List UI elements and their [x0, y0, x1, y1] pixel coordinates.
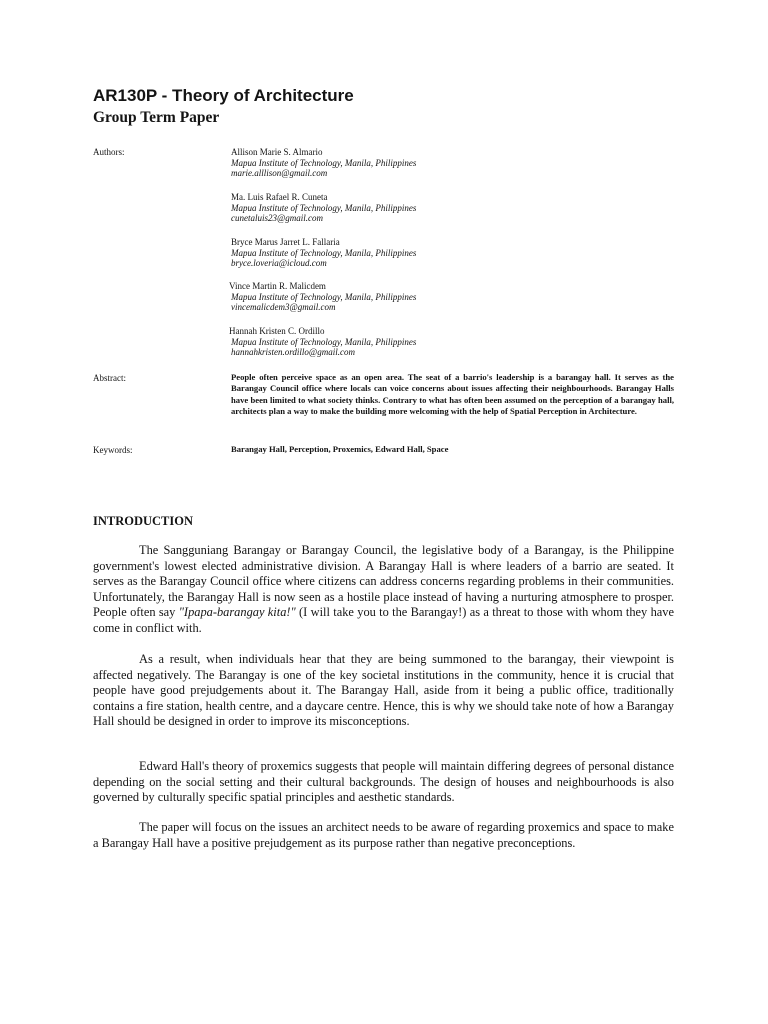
- author-affiliation: Mapua Institute of Technology, Manila, Philippines: [231, 202, 417, 213]
- author-name: Bryce Marus Jarret L. Fallaria: [231, 237, 340, 247]
- author-email: vincemalicdem3@gmail.com: [231, 302, 336, 312]
- paragraph-text: (I will take you to the Barangay!) as a threat to those with whom they have come in conflict with.: [93, 605, 674, 635]
- author-block: [231, 192, 416, 224]
- quoted-phrase: "Ipapa-barangay kita!": [178, 605, 296, 620]
- author-affiliation: Mapua Institute of Technology, Manila, Philippines: [231, 247, 417, 258]
- author-name: Allison Marie S. Almario: [231, 147, 323, 157]
- abstract-text: People often perceive space as an open area. The seat of a barrio's leadership is a barangay hall. It serves as the Barangay Council office where locals can voice concerns about issues affecting their neighbourhoods. Barangay Halls have been limited to what society thinks. Contrary to what has often been assumed on the perception of a barangay hall, architects plan a way to make the building more welcoming with the help of Spatial Perception in Architecture.: [231, 372, 674, 417]
- keywords-text: Barangay Hall, Perception, Proxemics, Edward Hall, Space: [231, 444, 449, 454]
- author-block: [231, 237, 416, 269]
- author-name: Vince Martin R. Malicdem: [229, 281, 326, 291]
- keywords-label: Keywords:: [93, 445, 133, 455]
- author-email: bryce.loveria@icloud.com: [231, 258, 327, 268]
- authors-label: Authors:: [93, 147, 125, 157]
- paper-subtitle: Group Term Paper: [93, 109, 220, 126]
- author-name: Ma. Luis Rafael R. Cuneta: [231, 192, 328, 202]
- author-block: [231, 147, 416, 179]
- author-affiliation: Mapua Institute of Technology, Manila, Philippines: [231, 157, 417, 168]
- author-block: [229, 281, 416, 313]
- author-block: [229, 326, 416, 358]
- author-affiliation: Mapua Institute of Technology, Manila, Philippines: [231, 336, 417, 347]
- author-email: hannahkristen.ordillo@gmail.com: [231, 347, 355, 357]
- intro-paragraph-1: [93, 543, 674, 637]
- author-email: cunetaluis23@gmail.com: [231, 213, 324, 223]
- intro-paragraph-4: The paper will focus on the issues an architect needs to be aware of regarding proxemics and space to make a Barangay Hall have a positive prejudgement as its purpose rather than negative preconceptions.: [93, 820, 674, 850]
- paragraph-text: The Sangguniang Barangay or Barangay Council, the legislative body of a Barangay, is the Philippine government's lowest elected administrative division. A Barangay Hall is where leaders of a barrio are seated. It serves as the Barangay Council office where citizens can address concerns regarding problems in their communities. Unfortunately, the Barangay Hall is now seen as a hostile place instead of having a nurturing atmosphere to prosper. People often say: [93, 543, 674, 620]
- section-heading: INTRODUCTION: [93, 514, 194, 528]
- abstract-label: Abstract:: [93, 373, 126, 383]
- intro-paragraph-2: As a result, when individuals hear that they are being summoned to the barangay, their viewpoint is affected negatively. The Barangay is one of the key societal institutions in the community, hence it is crucial that people have good prejudgements about it. The Barangay Hall, aside from it being a public office, traditionally contains a fire station, health centre, and a daycare centre. Hence, this is why we should take note of how a Barangay Hall should be designed in order to improve its misconceptions.: [93, 652, 674, 729]
- author-name: Hannah Kristen C. Ordillo: [229, 326, 325, 336]
- author-email: marie.alllison@gmail.com: [231, 168, 328, 178]
- author-affiliation: Mapua Institute of Technology, Manila, Philippines: [231, 291, 417, 302]
- paper-title: AR130P - Theory of Architecture: [93, 86, 354, 105]
- intro-paragraph-3: Edward Hall's theory of proxemics suggests that people will maintain differing degrees of personal distance depending on the social setting and their cultural backgrounds. The design of houses and neighbourhoods is also governed by culturally specific spatial principles and aesthetic standards.: [93, 759, 674, 805]
